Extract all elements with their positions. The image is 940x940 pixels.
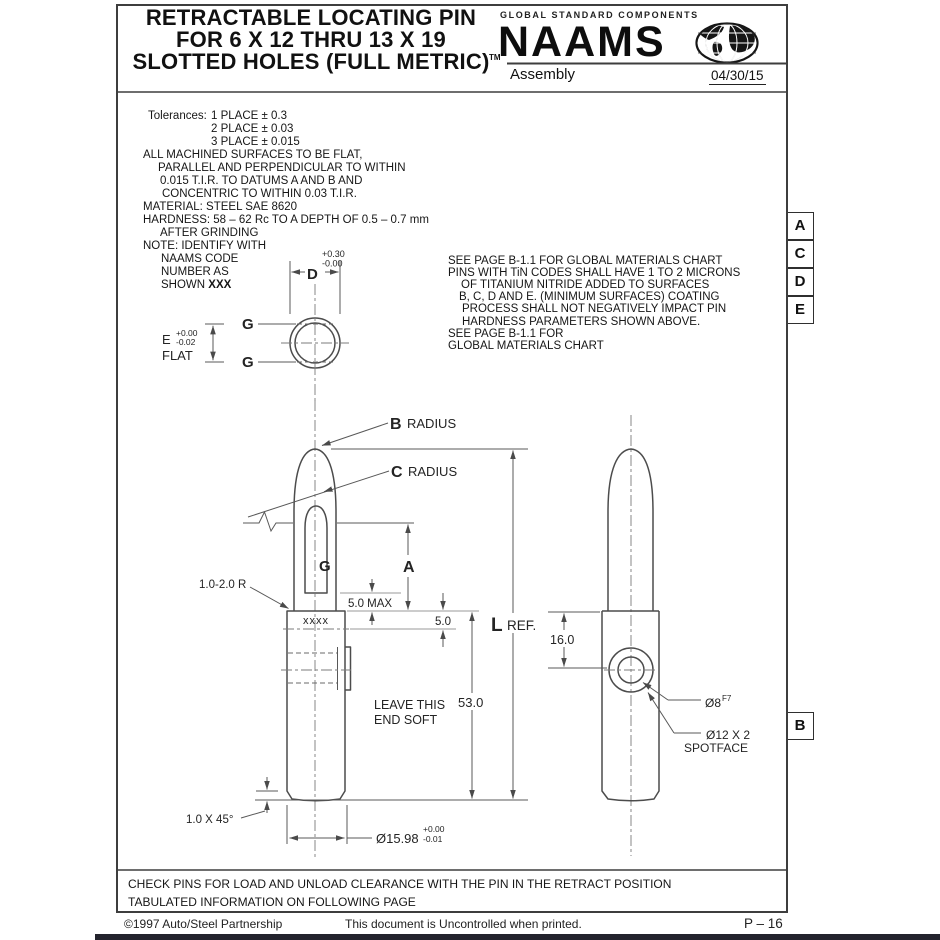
tolerance-line: 3 PLACE ± 0.015 — [211, 136, 300, 148]
brand-tagline: GLOBAL STANDARD COMPONENTS — [500, 10, 699, 20]
datum-box-a: A — [786, 212, 814, 240]
note-line: ALL MACHINED SURFACES TO BE FLAT, — [143, 149, 363, 161]
body-dia-tol-plus: +0.00 — [423, 824, 445, 834]
corner-radius-label: 1.0-2.0 R — [199, 579, 247, 591]
dim-l-letter: L — [491, 615, 503, 636]
dim-c-radius-word: RADIUS — [408, 464, 458, 479]
chamfer-label: 1.0 X 45° — [186, 814, 234, 826]
dim-5max-label: 5.0 MAX — [348, 598, 393, 610]
materials-note-line: OF TITANIUM NITRIDE ADDED TO SURFACES — [461, 279, 710, 291]
dim-d-letter: D — [307, 266, 318, 283]
dim-5-label: 5.0 — [435, 616, 451, 628]
datum-box-c: C — [786, 240, 814, 268]
dim-d-tol-plus: +0.30 — [322, 249, 345, 259]
note-line: PARALLEL AND PERPENDICULAR TO WITHIN — [158, 162, 406, 174]
note-line: 0.015 T.I.R. TO DATUMS A AND B AND — [160, 175, 363, 187]
dim-b-radius-letter: B — [390, 416, 402, 433]
copyright-text: ©1997 Auto/Steel Partnership — [124, 917, 283, 931]
materials-note-line: PINS WITH TiN CODES SHALL HAVE 1 TO 2 MICRONS — [448, 267, 741, 279]
front-view — [241, 400, 528, 858]
note-line: NUMBER AS — [161, 266, 229, 278]
page-number: P – 16 — [744, 916, 783, 931]
dim-e-flat-label: FLAT — [162, 348, 193, 363]
datum-box-e: E — [786, 296, 814, 324]
spotface-line2: SPOTFACE — [684, 741, 749, 755]
note-line: HARDNESS: 58 – 62 Rc TO A DEPTH OF 0.5 – 0.7 mm — [143, 214, 429, 226]
marking-text: xxxx — [303, 615, 329, 627]
title-line-2: FOR 6 X 12 THRU 13 X 19 — [176, 27, 446, 52]
dim-c-radius-letter: C — [391, 464, 403, 481]
dim-e-tol-plus: +0.00 — [176, 328, 198, 338]
materials-note-line: B, C, D AND E. (MINIMUM SURFACES) COATING — [459, 291, 720, 303]
shown-value: XXX — [208, 279, 232, 291]
drawing-frame — [117, 5, 787, 912]
dim-e-tol-minus: -0.02 — [176, 337, 196, 347]
title-line-3: SLOTTED HOLES (FULL METRIC) — [132, 49, 490, 74]
assembly-label: Assembly — [510, 66, 576, 83]
datum-box-d: D — [786, 268, 814, 296]
note-line: CONCENTRIC TO WITHIN 0.03 T.I.R. — [162, 188, 357, 200]
shown-label: SHOWN — [161, 279, 206, 291]
note-line: NOTE: IDENTIFY WITH — [143, 240, 267, 252]
uncontrolled-note: This document is Uncontrolled when printed. — [345, 917, 582, 931]
leave-soft-line1: LEAVE THIS — [374, 698, 446, 712]
dim-g-top-label: G — [242, 316, 254, 333]
spotface-line1: Ø12 X 2 — [706, 728, 751, 742]
materials-note-line: SEE PAGE B-1.1 FOR GLOBAL MATERIALS CHART — [448, 255, 723, 267]
materials-note-line: GLOBAL MATERIALS CHART — [448, 340, 604, 352]
bottom-note-line2: TABULATED INFORMATION ON FOLLOWING PAGE — [128, 895, 416, 909]
dim-16-label: 16.0 — [550, 633, 575, 647]
trademark-symbol: TM — [489, 53, 501, 62]
body-dia-label: Ø15.98 — [376, 831, 419, 846]
body-dia-tol-minus: -0.01 — [423, 834, 443, 844]
hole-dia-label: Ø8 — [705, 696, 722, 710]
brand-logo-text: NAAMS — [498, 18, 666, 66]
note-line: MATERIAL: STEEL SAE 8620 — [143, 201, 298, 213]
dim-g-slot-label: G — [319, 558, 331, 575]
hole-fit-label: F7 — [722, 694, 732, 703]
tolerance-line: 1 PLACE ± 0.3 — [211, 110, 287, 122]
note-line: NAAMS CODE — [161, 253, 239, 265]
tolerances-label: Tolerances: — [148, 110, 207, 122]
dim-l-word: REF. — [507, 618, 537, 633]
revision-date: 04/30/15 — [711, 68, 764, 83]
materials-note-line: SEE PAGE B-1.1 FOR — [448, 328, 564, 340]
tolerance-line: 2 PLACE ± 0.03 — [211, 123, 294, 135]
materials-note-line: HARDNESS PARAMETERS SHOWN ABOVE. — [462, 316, 701, 328]
dim-a-label: A — [403, 559, 415, 576]
datum-box-b: B — [786, 712, 814, 740]
bottom-bar — [95, 934, 940, 940]
title-line-1: RETRACTABLE LOCATING PIN — [145, 5, 477, 30]
top-view — [205, 258, 349, 402]
note-line: AFTER GRINDING — [160, 227, 259, 239]
dim-53-label: 53.0 — [458, 695, 484, 710]
dim-d-tol-minus: -0.00 — [322, 258, 343, 269]
dim-g-bottom-label: G — [242, 354, 254, 371]
bottom-note-line1: CHECK PINS FOR LOAD AND UNLOAD CLEARANCE WITH THE PIN IN THE RETRACT POSITION — [128, 877, 672, 891]
dim-b-radius-word: RADIUS — [407, 416, 457, 431]
materials-note-line: PROCESS SHALL NOT NEGATIVELY IMPACT PIN — [462, 303, 727, 315]
leave-soft-line2: END SOFT — [374, 713, 438, 727]
dim-e-letter: E — [162, 332, 171, 347]
